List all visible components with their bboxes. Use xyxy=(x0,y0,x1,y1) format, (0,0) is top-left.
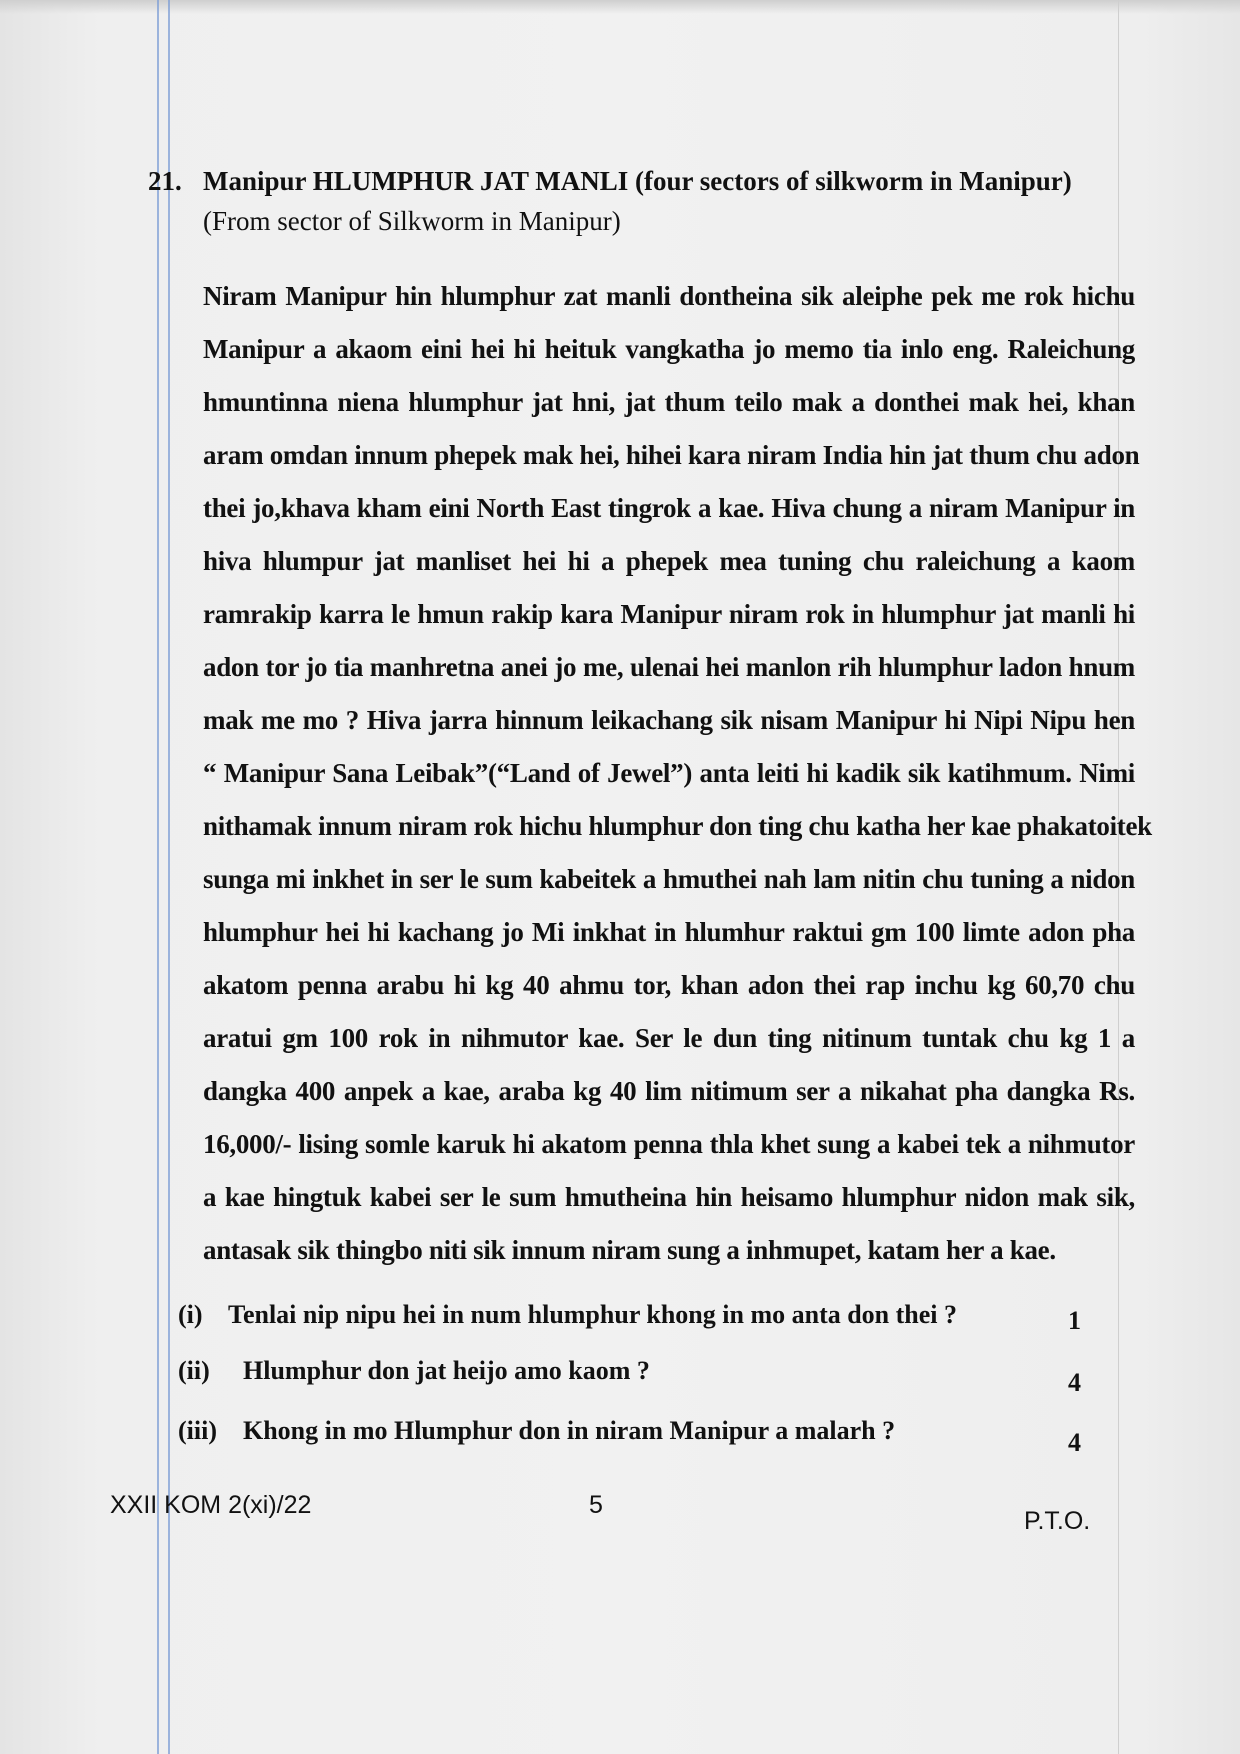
passage-line: hiva hlumpur jat manliset hei hi a phepek mea tuning chu raleichung a kaom xyxy=(203,546,1135,576)
passage-line: antasak sik thingbo niti sik innum niram sung a inhmupet, katam her a kae. xyxy=(203,1235,1056,1265)
sub-question-marks: 1 xyxy=(1068,1306,1081,1335)
passage-line: “ Manipur Sana Leibak”(“Land of Jewel”) anta leiti hi kadik sik katihmum. Nimi xyxy=(203,758,1135,788)
passage-line: a kae hingtuk kabei ser le sum hmutheina hin heisamo hlumphur nidon mak sik, xyxy=(203,1182,1135,1212)
question-title: Manipur HLUMPHUR JAT MANLI (four sectors of silkworm in Manipur) xyxy=(203,166,1072,196)
passage-line: Niram Manipur hin hlumphur zat manli dontheina sik aleiphe pek me rok hichu xyxy=(203,281,1135,311)
sub-question-ii xyxy=(178,1356,1138,1396)
sub-question-number: (ii) xyxy=(178,1356,210,1385)
passage-line: Manipur a akaom eini hei hi heituk vangkatha jo memo tia inlo eng. Raleichung xyxy=(203,334,1135,364)
passage-line: sunga mi inkhet in ser le sum kabeitek a hmuthei nah lam nitin chu tuning a nidon xyxy=(203,864,1135,894)
passage-line: aram omdan innum phepek mak hei, hihei kara niram India hin jat thum chu adon xyxy=(203,440,1140,470)
passage-line: akatom penna arabu hi kg 40 ahmu tor, khan adon thei rap inchu kg 60,70 chu xyxy=(203,970,1135,1000)
scan-top-shadow xyxy=(0,0,1240,14)
passage-line: hmuntinna niena hlumphur jat hni, jat thum teilo mak a donthei mak hei, khan xyxy=(203,387,1135,417)
passage-line: hlumphur hei hi kachang jo Mi inkhat in hlumhur raktui gm 100 limte adon pha xyxy=(203,917,1135,947)
paper-code: XXII KOM 2(xi)/22 xyxy=(110,1491,312,1519)
question-subtitle: (From sector of Silkworm in Manipur) xyxy=(203,206,621,236)
sub-question-text: Khong in mo Hlumphur don in niram Manipur a malarh ? xyxy=(243,1416,896,1445)
passage-line: ramrakip karra le hmun rakip kara Manipur niram rok in hlumphur jat manli hi xyxy=(203,599,1135,629)
sub-question-marks: 4 xyxy=(1068,1368,1081,1397)
question-number: 21. xyxy=(148,166,182,196)
pto-label: P.T.O. xyxy=(1024,1507,1091,1535)
passage-line: adon tor jo tia manhretna anei jo me, ulenai hei manlon rih hlumphur ladon hnum xyxy=(203,652,1135,682)
sub-question-text: Tenlai nip nipu hei in num hlumphur khong in mo anta don thei ? xyxy=(228,1300,958,1329)
passage-line: mak me mo ? Hiva jarra hinnum leikachang sik nisam Manipur hi Nipi Nipu hen xyxy=(203,705,1135,735)
sub-question-number: (i) xyxy=(178,1300,203,1329)
sub-question-marks: 4 xyxy=(1068,1428,1081,1457)
passage-line: thei jo,khava kham eini North East tingrok a kae. Hiva chung a niram Manipur in xyxy=(203,493,1135,523)
sub-question-iii xyxy=(178,1416,1138,1456)
passage-line: aratui gm 100 rok in nihmutor kae. Ser le dun ting nitinum tuntak chu kg 1 a xyxy=(203,1023,1135,1053)
sub-question-number: (iii) xyxy=(178,1416,217,1445)
page-number: 5 xyxy=(589,1491,603,1519)
passage-line: 16,000/- lising somle karuk hi akatom penna thla khet sung a kabei tek a nihmutor xyxy=(203,1129,1135,1159)
sub-question-text: Hlumphur don jat heijo amo kaom ? xyxy=(243,1356,650,1385)
passage-line: nithamak innum niram rok hichu hlumphur don ting chu katha her kae phakatoitek xyxy=(203,811,1152,841)
passage-line: dangka 400 anpek a kae, araba kg 40 lim nitimum ser a nikahat pha dangka Rs. xyxy=(203,1076,1135,1106)
passage xyxy=(203,270,1152,1277)
sub-question-i xyxy=(178,1300,1138,1340)
